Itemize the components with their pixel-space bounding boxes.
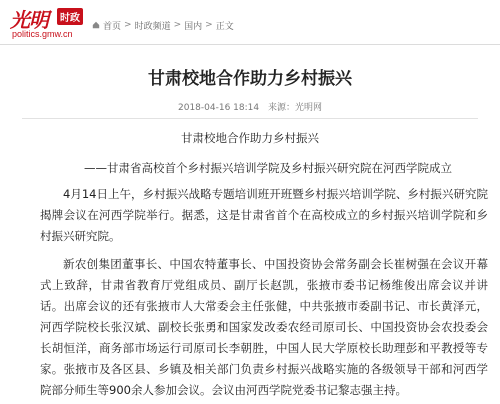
breadcrumb-current: 正文 xyxy=(215,21,234,32)
breadcrumb-separator: > xyxy=(205,20,213,30)
breadcrumb xyxy=(92,18,234,32)
article-meta xyxy=(0,100,500,113)
breadcrumb-separator: > xyxy=(173,20,182,30)
breadcrumb-home[interactable]: 首页 xyxy=(103,21,122,32)
article-paragraph: 新农创集团董事长、中国农特董事长、中国投资协会常务副会长崔树强在会议开幕式上致辞，甘肃省教育厅党组成员、副厅长赵凯，张掖市委书记杨维俊出席会议并讲话。出席会议的还有张掖市人大常委会主任张健，中共张掖市委副书记、市长黄泽元，河西学院校长张汉斌、副校长张勇和国家发改委农经司原司长、中国投资协会农投委会长胡恒洋，商务部市场运行司原司长李朝胜，中国人民大学原校长助理彭和平教授等专家。张掖市及各区县、乡镇及相关部门负责乡村振兴战略实施的各级领导干部和河西学院部分师生等900余人参加会议。会议由河西学院党委书记黎志强主持。 xyxy=(40,257,488,397)
article-paragraph: 4月14日上午，乡村振兴战略专题培训班开班暨乡村振兴培训学院、乡村振兴研究院揭牌会议在河西学院举行。据悉，这是甘肃省首个在高校成立的乡村振兴培训学院和乡村振兴研究院。 xyxy=(40,187,488,243)
home-icon xyxy=(92,21,100,29)
meta-divider xyxy=(22,118,478,119)
breadcrumb-separator: > xyxy=(124,20,132,30)
breadcrumb-domestic[interactable]: 国内 xyxy=(184,21,203,32)
logo-brand: 光明 xyxy=(10,8,48,32)
breadcrumb-politics[interactable]: 时政频道 xyxy=(134,21,171,32)
article-subheading: ——甘肃省高校首个乡村振兴培训学院及乡村振兴研究院在河西学院成立 xyxy=(84,161,452,175)
article-source: 来源：光明网 xyxy=(267,103,322,113)
site-header xyxy=(0,0,500,44)
logo-channel-tag: 时政 xyxy=(57,8,83,25)
article-title: 甘肃校地合作助力乡村振兴 xyxy=(148,69,352,89)
article-date: 2018-04-16 18:14 xyxy=(178,103,260,113)
header-rule xyxy=(0,44,500,45)
site-logo[interactable] xyxy=(10,4,92,40)
article-subtitle: 甘肃校地合作助力乡村振兴 xyxy=(181,131,319,145)
logo-url: politics.gmw.cn xyxy=(12,29,73,39)
